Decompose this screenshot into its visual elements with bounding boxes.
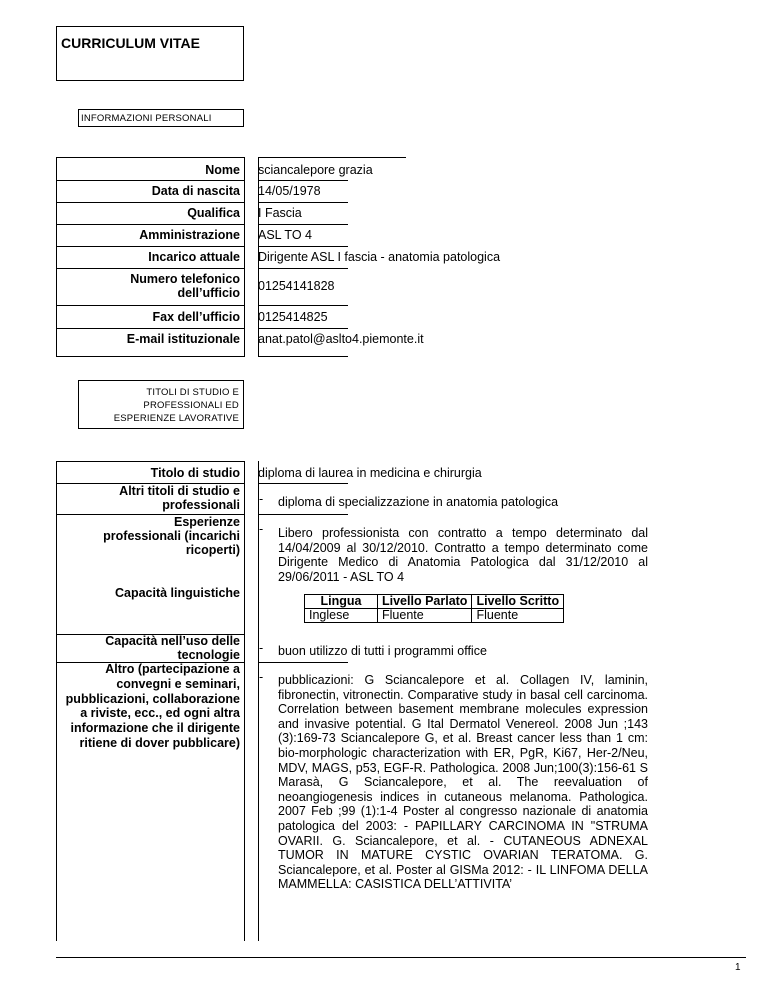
value-data-nascita: 14/05/1978 [258,184,321,198]
label-altri-titoli: Altri titoli di studio e professionali [119,484,240,512]
dash-altro: - [259,670,264,684]
value-telefono: 01254141828 [258,279,335,293]
dash-altri: - [259,492,264,506]
value-altri-titoli: diploma di specializzazione in anatomia patologica [278,495,559,509]
footer-rule [56,957,746,958]
value-fax: 0125414825 [258,310,328,324]
lingue-table [304,594,564,623]
label-qualifica: Qualifica [187,206,240,220]
label-titolo-studio: Titolo di studio [150,466,240,480]
value-email: anat.patol@aslto4.piemonte.it [258,332,424,346]
value-nome: sciancalepore grazia [258,163,373,177]
label-fax: Fax dell’ufficio [152,310,240,324]
section-titles: TITOLI DI STUDIO E PROFESSIONALI ED ESPERIENZE LAVORATIVE [78,380,244,429]
label-incarico: Incarico attuale [148,250,240,264]
lingue-header-scritto: Livello Scritto [472,595,564,609]
label-data-nascita: Data di nascita [151,184,240,198]
label-tecnologie: Capacità nell’uso delle tecnologie [105,634,240,662]
label-altro: Altro (partecipazione a convegni e seminari, pubblicazioni, collaborazione a riviste, ecc., ed ogni altra informazione che il dirigente ritiene di dover pubblicare) [65,662,240,750]
value-tecnologie: buon utilizzo di tutti i programmi office [278,644,487,658]
label-amministrazione: Amministrazione [139,228,240,242]
label-telefono: Numero telefonico dell’ufficio [130,272,240,300]
lingue-header-lingua: Lingua [305,595,378,609]
lingue-cell-parlato: Fluente [378,609,472,623]
section-personal-info: INFORMAZIONI PERSONALI [78,109,244,127]
value-altro: pubblicazioni: G Sciancalepore et al. Collagen IV, laminin, fibronectin, vitronectin. Comparative study in basal cell carcinoma. Correlation between basement membrane molecules expression and invasive potential. G Ital Dermatol Venereol. 2008 Jun ;143 (3):169-73 Sciancalepore G, et al. Breast cancer less than 1 cm: bio-morphologic characterization with ER, PgR, Ki67, Her-2/Neu, MDV, MAGS, p53, EGF-R. Pathologica. 2008 Jun;100(3):156-61 S Marasà, G Sciancalepore, et al. The reevaluation of neoangiogenesis indices in cutaneous melanoma. Pathologica. 2007 Feb ;99 (1):1-4 Poster al congresso nazionale di anatomia patologica del 2003: - PAPILLARY CARCINOMA IN "STRUMA OVARII. G. Sciancalepore, et al. - CUTANEOUS ADNEXAL TUMOR IN MATURE CYSTIC OVARIAN TERATOMA. G. Sciancalepore, et al. Poster al GISMa 2012: - IL LINFOMA DELLA MAMMELLA: CASISTICA DELL’ATTIVITA’ [278,673,648,892]
cv-title: CURRICULUM VITAE [56,26,244,81]
lingue-header-parlato: Livello Parlato [378,595,472,609]
value-incarico: Dirigente ASL I fascia - anatomia patologica [258,250,501,264]
value-qualifica: I Fascia [258,206,302,220]
label-lingue: Capacità linguistiche [114,586,240,600]
label-nome: Nome [205,163,240,177]
dash-esperienze: - [259,522,264,536]
value-amministrazione: ASL TO 4 [258,228,312,242]
label-esperienze: Esperienze professionali (incarichi ricoperti) [103,515,240,557]
value-titolo-studio: diploma di laurea in medicina e chirurgia [258,466,482,480]
label-email: E-mail istituzionale [126,332,240,346]
page-number: 1 [735,962,741,973]
lingue-cell-lingua: Inglese [305,609,378,623]
dash-tecnologie: - [259,641,264,655]
value-esperienze: Libero professionista con contratto a tempo determinato dal 14/04/2009 al 30/12/2010. Contratto a tempo determinato come Dirigente Medico di Anatomia Patologica dal 31/12/2010 al 29/06/2011 - ASL TO 4 [278,526,648,584]
lingue-cell-scritto: Fluente [472,609,564,623]
